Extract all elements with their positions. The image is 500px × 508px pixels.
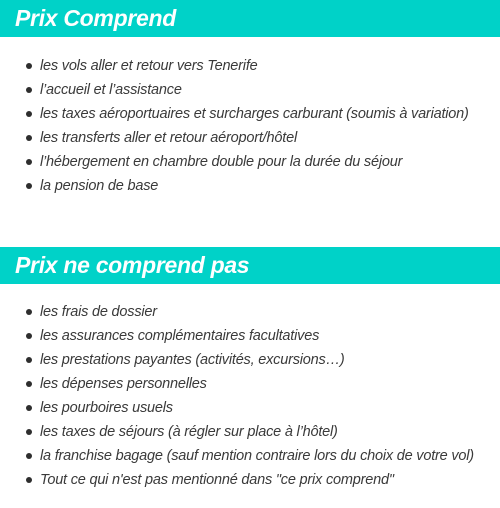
bullet-icon <box>26 381 32 387</box>
list-item <box>0 54 500 78</box>
list-item <box>0 468 500 492</box>
list-item-text: l’hébergement en chambre double pour la durée du séjour <box>40 154 403 170</box>
bullet-icon <box>26 405 32 411</box>
list-item-text: les assurances complémentaires facultatives <box>40 328 320 344</box>
list-item-text: la pension de base <box>40 178 159 194</box>
included-section-title: Prix Comprend <box>15 5 176 31</box>
list-item-text: les pourboires usuels <box>40 400 173 416</box>
bullet-icon <box>26 477 32 483</box>
included-section-header <box>0 0 500 37</box>
list-item-text: les transferts aller et retour aéroport/hôtel <box>40 130 297 146</box>
list-item-text: les frais de dossier <box>40 304 157 320</box>
bullet-icon <box>26 183 32 189</box>
list-item <box>0 396 500 420</box>
list-item-text: les taxes de séjours (à régler sur place à l’hôtel) <box>40 424 338 440</box>
bullet-icon <box>26 309 32 315</box>
bullet-icon <box>26 111 32 117</box>
included-list <box>0 54 500 198</box>
excluded-list <box>0 300 500 492</box>
list-item <box>0 102 500 126</box>
list-item-text: l’accueil et l’assistance <box>40 82 182 98</box>
bullet-icon <box>26 453 32 459</box>
list-item-text: les dépenses personnelles <box>40 376 207 392</box>
bullet-icon <box>26 159 32 165</box>
list-item <box>0 372 500 396</box>
bullet-icon <box>26 135 32 141</box>
list-item-text: les prestations payantes (activités, excursions…) <box>40 352 345 368</box>
list-item <box>0 150 500 174</box>
list-item <box>0 444 500 468</box>
excluded-section-header <box>0 247 500 284</box>
list-item-text: la franchise bagage (sauf mention contraire lors du choix de votre vol) <box>40 448 474 464</box>
bullet-icon <box>26 63 32 69</box>
excluded-section-title: Prix ne comprend pas <box>15 252 250 278</box>
list-item-text: Tout ce qui n'est pas mentionné dans "ce prix comprend" <box>40 472 394 488</box>
list-item-text: les taxes aéroportuaires et surcharges carburant (soumis à variation) <box>40 106 469 122</box>
list-item <box>0 324 500 348</box>
bullet-icon <box>26 333 32 339</box>
list-item <box>0 300 500 324</box>
bullet-icon <box>26 87 32 93</box>
bullet-icon <box>26 357 32 363</box>
list-item <box>0 126 500 150</box>
bullet-icon <box>26 429 32 435</box>
list-item-text: les vols aller et retour vers Tenerife <box>40 58 258 74</box>
list-item <box>0 174 500 198</box>
list-item <box>0 348 500 372</box>
list-item <box>0 420 500 444</box>
list-item <box>0 78 500 102</box>
